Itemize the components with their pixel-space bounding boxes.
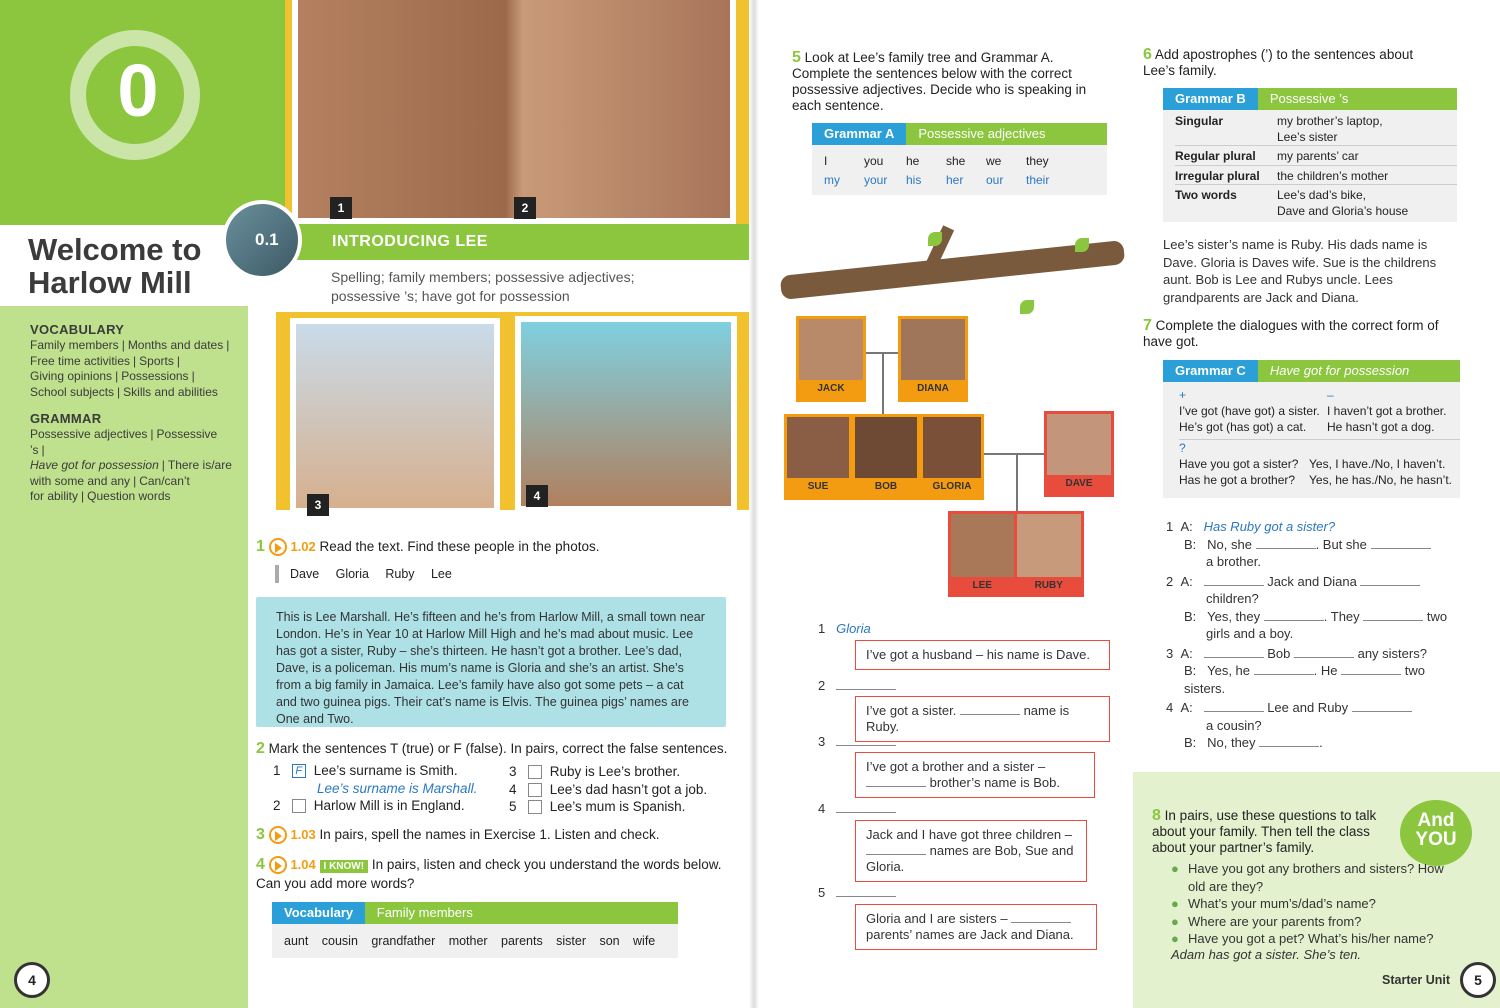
tf-checkbox[interactable] bbox=[528, 800, 542, 814]
tf-checkbox[interactable] bbox=[292, 799, 306, 813]
speech-bubble-3: I’ve got a brother and a sister – brother’s name is Bob. bbox=[855, 752, 1095, 798]
photo-lee bbox=[515, 316, 737, 512]
ex5-item-4: 4 bbox=[818, 800, 896, 818]
exercise-1: 1 1.02 Read the text. Find these people in the photos. bbox=[256, 538, 600, 555]
leaf-icon bbox=[928, 232, 942, 246]
grammar-c-table: + – I’ve got (have got) a sister. He’s got (has got) a cat. I haven’t got a brother. He hasn’t got a dog. ? Have you got a sister? Has he got a brother? Yes, I have./No, I haven’t. Yes, he has./No, he hasn’t. bbox=[1163, 382, 1460, 498]
leaf-icon bbox=[1020, 300, 1034, 314]
grammar-list: Possessive adjectives | Possessive ’s | Have got for possession | There is/are with some and any | Can/can’t for ability | Question words bbox=[30, 427, 232, 503]
lesson-number: 0.1 bbox=[255, 230, 279, 249]
exercise-3: 3 1.03 In pairs, spell the names in Exercise 1. Listen and check. bbox=[256, 826, 660, 843]
ex5-item-3: 3 bbox=[818, 733, 896, 751]
tree-card-dave: DAVE bbox=[1044, 411, 1114, 497]
tree-card-diana: DIANA bbox=[898, 316, 968, 402]
audio-icon[interactable] bbox=[269, 856, 287, 874]
tree-card-children: LEE RUBY bbox=[948, 511, 1084, 597]
names-bar bbox=[275, 565, 279, 583]
exercise-6-text: Lee’s sister’s name is Ruby. His dads name is Dave. Gloria is Daves wife. Sue is the childrens aunt. Bob is Lee and Rubys uncle. Lees grandparents are Jack and Diana. bbox=[1163, 237, 1437, 305]
ex7-dialogues: 1 A: Has Ruby got a sister? B: No, she . But she a brother. 2 A: Jack and Diana children? B: Yes, they . They two girls and a boy. 3 A: Bob any sisters? B: Yes, he . He two sisters. 4 A: Lee and Ruby a cousin? B: No, they . bbox=[1166, 519, 1448, 750]
grammar-a-table: I my you your he his she her we our they their bbox=[812, 145, 1107, 195]
ex5-item-5: 5 bbox=[818, 884, 896, 902]
speech-bubble-2: I’ve got a sister. name is Ruby. bbox=[855, 696, 1110, 742]
ex5-item-2: 2 bbox=[818, 677, 896, 695]
unit-number: 0 bbox=[117, 49, 159, 132]
and-you-badge: And YOU bbox=[1400, 800, 1472, 866]
tree-line bbox=[984, 453, 1044, 455]
photo-number-1: 1 bbox=[330, 197, 352, 219]
tf-checkbox[interactable] bbox=[528, 765, 542, 779]
tf-column-right: 3 Ruby is Lee’s brother. 4 Lee’s dad hasn’t got a job. 5 Lee’s mum is Spanish. bbox=[509, 764, 708, 814]
speech-bubble-5: Gloria and I are sisters – parents’ names are Jack and Diana. bbox=[855, 904, 1097, 950]
exercise-6: 6 Add apostrophes (’) to the sentences about Lee’s family. bbox=[1143, 46, 1414, 78]
names-list: Dave Gloria Ruby Lee bbox=[290, 567, 452, 581]
lesson-title: INTRODUCING LEE bbox=[332, 233, 488, 250]
exercise-8: 8 In pairs, use these questions to talk about your family. Then tell the class about your partner’s family. bbox=[1152, 807, 1377, 855]
tree-line bbox=[1016, 453, 1018, 511]
page-number-left: 4 bbox=[14, 962, 50, 998]
grammar-b-table: Singular my brother’s laptop, Lee’s sister Regular plural my parents’ car Irregular plural the children’s mother Two words Lee’s dad’s bike, Dave and Gloria’s house bbox=[1163, 110, 1457, 222]
speech-bubble-4: Jack and I have got three children – names are Bob, Sue and Gloria. bbox=[855, 820, 1087, 882]
grammar-c-header: Grammar C Have got for possession bbox=[1163, 360, 1460, 382]
book-spine bbox=[749, 0, 759, 1008]
photo-number-3: 3 bbox=[307, 494, 329, 516]
vocab-box-words: aunt cousin grandfather mother parents sister son wife bbox=[272, 924, 678, 958]
exercise-4: 4 1.04 I KNOW! In pairs, listen and check you understand the words below. Can you add more words? bbox=[256, 856, 722, 891]
audio-icon[interactable] bbox=[269, 538, 287, 556]
i-know-badge: I KNOW! bbox=[320, 860, 369, 873]
tree-card-jack: JACK bbox=[796, 316, 866, 402]
reading-text: This is Lee Marshall. He’s fifteen and he’s from Harlow Mill, a small town near London. He’s in Year 10 at Harlow Mill High and he’s mad about music. Lee has got a sister, Ruby – she’s thirteen. He hasn’t got a brother. Lee’s dad, Dave, is a policeman. His mum’s name is Gloria and she’s an artist. She’s from a big family in Jamaica. Lee’s family have also got some pets – a cat and two guinea pigs. Their cat’s name is Elvis. The guinea pigs’ names are One and Two. bbox=[256, 597, 726, 727]
tree-line bbox=[882, 352, 884, 414]
grammar-b-header: Grammar B Possessive ’s bbox=[1163, 88, 1457, 110]
tree-card-bob: BOB bbox=[852, 414, 920, 500]
grammar-a-header: Grammar A Possessive adjectives bbox=[812, 123, 1107, 145]
footer-unit-label: Starter Unit bbox=[1382, 973, 1451, 987]
photo-number-4: 4 bbox=[526, 485, 548, 507]
audio-icon[interactable] bbox=[269, 826, 287, 844]
ex5-item-1: 1 Gloria bbox=[818, 621, 871, 636]
page-title: Welcome to Harlow Mill bbox=[28, 232, 202, 300]
vocab-list: Family members | Months and dates | Free time activities | Sports | Giving opinions | Possessions | School subjects | Skills and abilities bbox=[30, 338, 230, 399]
photo-ruby bbox=[290, 318, 500, 514]
tree-branch bbox=[780, 240, 1126, 300]
leaf-icon bbox=[1075, 238, 1089, 252]
grammar-heading: GRAMMAR bbox=[30, 411, 102, 426]
ex8-example-answer: Adam has got a sister. She’s ten. bbox=[1171, 947, 1362, 962]
lesson-subtitle: Spelling; family members; possessive adjectives; possessive ’s; have got for possession bbox=[331, 269, 635, 304]
vocab-heading: VOCABULARY bbox=[30, 322, 125, 337]
speech-bubble-1: I’ve got a husband – his name is Dave. bbox=[855, 640, 1110, 670]
tree-card-gloria: GLORIA bbox=[920, 414, 984, 500]
exercise-2: 2 Mark the sentences T (true) or F (false). In pairs, correct the false sentences. bbox=[256, 740, 728, 757]
ex8-questions: ● Have you got any brothers and sisters? How old are they? ● What’s your mum’s/dad’s name? ● Where are your parents from? ● Have you got a pet? What’s his/her name? bbox=[1171, 861, 1444, 946]
tf-checkbox[interactable]: F bbox=[292, 764, 306, 778]
photo-number-2: 2 bbox=[514, 197, 536, 219]
vocab-box-header: Vocabulary Family members bbox=[272, 902, 678, 924]
tf-checkbox[interactable] bbox=[528, 783, 542, 797]
exercise-5: 5 Look at Lee’s family tree and Grammar A. Complete the sentences below with the correct possessive adjectives. Decide who is speaking in each sentence. bbox=[792, 49, 1087, 113]
photo-parents bbox=[292, 0, 736, 224]
tree-card-sue: SUE bbox=[784, 414, 852, 500]
exercise-7: 7 Complete the dialogues with the correct form of have got. bbox=[1143, 317, 1439, 349]
page-number-right: 5 bbox=[1460, 962, 1496, 998]
tf-column-left: 1 F Lee’s surname is Smith. Lee’s surname is Marshall. 2 Harlow Mill is in England. bbox=[273, 763, 478, 813]
